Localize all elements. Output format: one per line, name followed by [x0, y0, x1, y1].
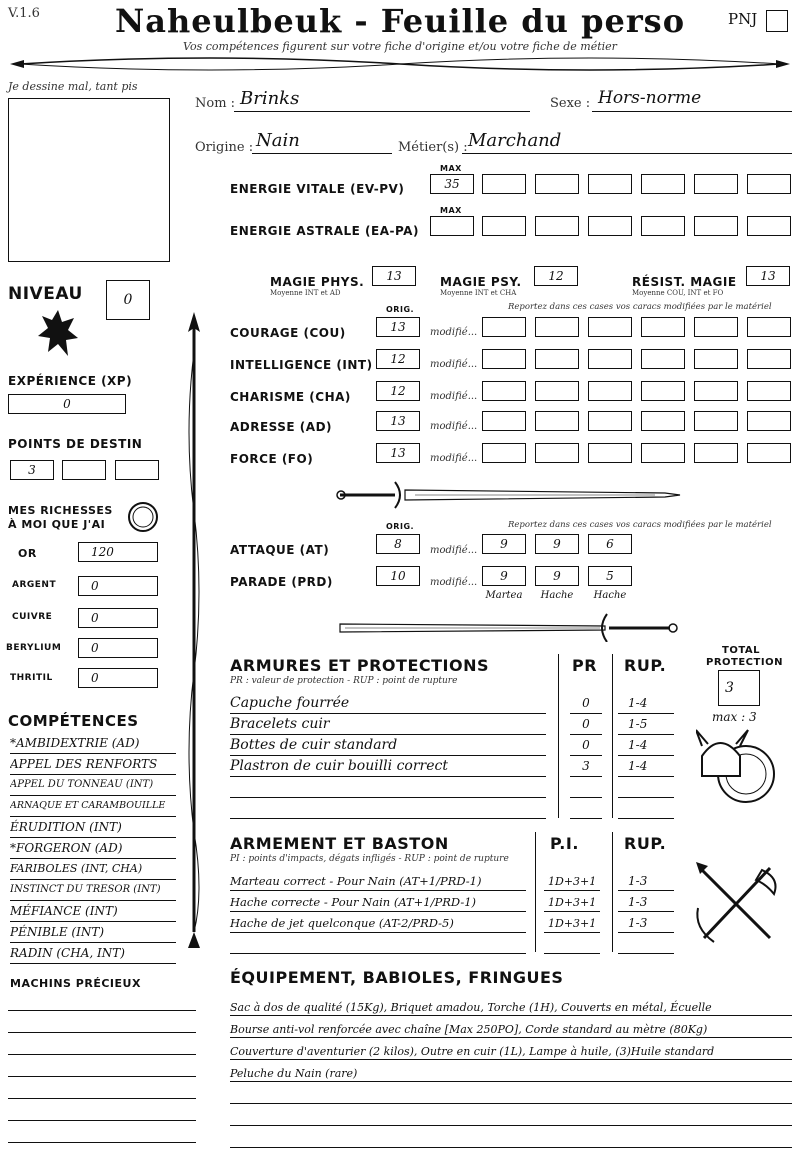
- armure-row[interactable]: [230, 713, 546, 735]
- machins-line[interactable]: [8, 1120, 196, 1121]
- armure-rup[interactable]: [618, 734, 674, 756]
- equipement-text: Peluche du Nain (rare): [230, 1067, 358, 1080]
- machins-line[interactable]: [8, 1054, 196, 1055]
- destin-box[interactable]: [62, 460, 106, 480]
- stats-note: Reportez dans ces cases vos caracs modifiées par le matériel: [508, 302, 772, 312]
- stat-orig-value: 12: [390, 384, 406, 398]
- stat-mod-box[interactable]: [694, 411, 738, 431]
- richesses-label: MES RICHESSES: [8, 504, 113, 517]
- arme-pi[interactable]: [544, 912, 600, 933]
- ev-box[interactable]: [641, 174, 685, 194]
- armure-row[interactable]: [230, 755, 546, 777]
- mod-caption: Hache: [593, 590, 627, 601]
- ev-box[interactable]: [535, 174, 579, 194]
- stat-mod-box[interactable]: [588, 411, 632, 431]
- total-label: TOTAL: [722, 645, 760, 656]
- metier-field[interactable]: [462, 130, 792, 154]
- drawing-caption: Je dessine mal, tant pis: [8, 80, 138, 93]
- competence-item[interactable]: APPEL DU TONNEAU (INT): [10, 775, 176, 796]
- stat-label: INTELLIGENCE (INT): [230, 358, 373, 372]
- total-protection-value: 3: [725, 680, 734, 696]
- destin-label: POINTS DE DESTIN: [8, 437, 143, 451]
- pi-header: P.I.: [550, 834, 579, 853]
- pr-header: PR: [572, 656, 598, 675]
- stat-mod-box[interactable]: [482, 317, 526, 337]
- page-subtitle: Vos compétences figurent sur votre fiche d'origine et/ou votre fiche de métier: [183, 40, 617, 53]
- stat-mod-box[interactable]: [482, 381, 526, 401]
- money-box[interactable]: [78, 638, 158, 658]
- dragon-icon: [34, 306, 82, 362]
- modif-label: modifié...: [430, 577, 478, 588]
- stat-orig-value: 13: [390, 446, 406, 460]
- stat-mod-box[interactable]: [747, 381, 791, 401]
- xp-label: EXPÉRIENCE (XP): [8, 374, 133, 388]
- stat-mod-box[interactable]: [641, 349, 685, 369]
- stat-mod-box[interactable]: [747, 317, 791, 337]
- armure-pr[interactable]: [570, 776, 602, 798]
- destin-box[interactable]: [10, 460, 54, 480]
- competences-label: COMPÉTENCES: [8, 712, 139, 730]
- competence-item[interactable]: APPEL DES RENFORTS: [10, 754, 176, 775]
- ev-label: ENERGIE VITALE (EV-PV): [230, 182, 405, 196]
- stat-orig-value: 13: [390, 414, 406, 428]
- money-value: 0: [91, 671, 99, 685]
- stat-mod-box[interactable]: [641, 317, 685, 337]
- richesses-label-2: À MOI QUE J'AI: [8, 518, 106, 531]
- arme-pi[interactable]: [544, 870, 600, 891]
- equipement-line[interactable]: [230, 1106, 792, 1126]
- ev-box[interactable]: [747, 174, 791, 194]
- sword-icon: [335, 480, 685, 510]
- armure-row[interactable]: [230, 692, 546, 714]
- sexe-field[interactable]: [592, 88, 792, 112]
- magie-psy-value: 12: [548, 269, 564, 283]
- equipement-line[interactable]: [230, 1084, 792, 1104]
- resist-magie-value: 13: [760, 269, 776, 283]
- sexe-label: Sexe :: [550, 96, 591, 111]
- arme-rup-value: 1-3: [628, 874, 648, 888]
- stat-mod-box[interactable]: [482, 349, 526, 369]
- nom-label: Nom :: [195, 96, 236, 111]
- competence-item[interactable]: *AMBIDEXTRIE (AD): [10, 733, 176, 754]
- armement-sub: PI : points d'impacts, dégats infligés - RUP : point de rupture: [230, 854, 509, 864]
- armure-pr[interactable]: [570, 797, 602, 819]
- competence-item[interactable]: PÉNIBLE (INT): [10, 922, 176, 943]
- money-value: 0: [91, 579, 99, 593]
- portrait-box[interactable]: [8, 98, 170, 262]
- max-note: max : 3: [712, 710, 757, 724]
- stat-label: FORCE (FO): [230, 452, 314, 466]
- arme-row[interactable]: [230, 912, 526, 933]
- magie-psy-label: MAGIE PSY.: [440, 275, 522, 289]
- armures-sub: PR : valeur de protection - RUP : point de rupture: [230, 676, 458, 686]
- armure-row[interactable]: [230, 797, 546, 819]
- stat-mod-box[interactable]: [694, 443, 738, 463]
- parade-orig-box[interactable]: [376, 566, 420, 586]
- column-divider: [612, 654, 613, 818]
- ea-box[interactable]: [641, 216, 685, 236]
- parade-mod-value: 9: [500, 569, 508, 583]
- money-label: CUIVRE: [12, 612, 53, 622]
- total-label-2: PROTECTION: [706, 657, 783, 668]
- stat-mod-box[interactable]: [482, 443, 526, 463]
- sexe-value: Hors-norme: [598, 88, 702, 108]
- magie-psy-sub: Moyenne INT et CHA: [440, 289, 517, 297]
- parade-mod-box[interactable]: [482, 566, 526, 586]
- machins-line[interactable]: [8, 1032, 196, 1033]
- spear-icon: [182, 312, 206, 952]
- armure-rup[interactable]: [618, 713, 674, 735]
- stat-mod-box[interactable]: [747, 411, 791, 431]
- resist-magie-label: RÉSIST. MAGIE: [632, 275, 737, 289]
- parade-mod-value: 5: [606, 569, 614, 583]
- equipement-title: ÉQUIPEMENT, BABIOLES, FRINGUES: [230, 968, 564, 987]
- magie-phys-value: 13: [386, 269, 402, 283]
- modif-label: modifié...: [430, 391, 478, 402]
- ev-max-label: MAX: [440, 164, 462, 173]
- machins-line[interactable]: [8, 1010, 196, 1011]
- attaque-label: ATTAQUE (AT): [230, 543, 330, 557]
- arme-pi-value: 1D+3+1: [548, 917, 597, 930]
- arme-row[interactable]: [230, 933, 526, 954]
- armure-rup-value: 1-5: [628, 717, 648, 731]
- armure-rup-value: 1-4: [628, 738, 648, 752]
- armure-rup-value: 1-4: [628, 696, 648, 710]
- armure-pr[interactable]: [570, 692, 602, 714]
- machins-line[interactable]: [8, 1076, 196, 1077]
- combat-orig-label: ORIG.: [386, 522, 415, 531]
- arme-rup-value: 1-3: [628, 895, 648, 909]
- armure-rup[interactable]: [618, 797, 674, 819]
- parade-mod-value: 9: [553, 569, 561, 583]
- mod-caption: Martea: [485, 590, 523, 601]
- stat-mod-box[interactable]: [641, 411, 685, 431]
- arme-pi-value: 1D+3+1: [548, 875, 597, 888]
- xp-value: 0: [63, 397, 71, 411]
- armure-rup[interactable]: [618, 692, 674, 714]
- modif-label: modifié...: [430, 421, 478, 432]
- column-divider: [558, 654, 559, 818]
- arme-row[interactable]: [230, 870, 526, 891]
- page-title: Naheulbeuk - Feuille du perso: [114, 2, 686, 40]
- arme-pi[interactable]: [544, 891, 600, 912]
- stat-mod-box[interactable]: [694, 317, 738, 337]
- modif-label: modifié...: [430, 327, 478, 338]
- xp-box[interactable]: [8, 394, 126, 414]
- stat-orig-box[interactable]: [376, 381, 420, 401]
- ornament-divider: [10, 52, 790, 76]
- armure-name: Bottes de cuir standard: [230, 737, 398, 753]
- money-box[interactable]: [78, 608, 158, 628]
- arme-name: Hache correcte - Pour Nain (AT+1/PRD-1): [230, 895, 477, 909]
- armure-pr-value: 3: [582, 758, 590, 773]
- metier-value: Marchand: [468, 130, 562, 151]
- armure-pr-value: 0: [582, 716, 590, 731]
- stat-orig-value: 13: [390, 320, 406, 334]
- ea-max-label: MAX: [440, 206, 462, 215]
- stat-mod-box[interactable]: [482, 411, 526, 431]
- metier-label: Métier(s) :: [398, 140, 468, 155]
- ea-box[interactable]: [747, 216, 791, 236]
- armure-pr-value: 0: [582, 695, 590, 710]
- pnj-checkbox[interactable]: [766, 10, 788, 32]
- money-value: 0: [91, 641, 99, 655]
- money-value: 120: [91, 545, 114, 559]
- magie-phys-sub: Moyenne INT et AD: [270, 289, 341, 297]
- origine-field[interactable]: [252, 130, 392, 154]
- stat-orig-box[interactable]: [376, 349, 420, 369]
- stat-mod-box[interactable]: [694, 381, 738, 401]
- column-divider: [535, 832, 536, 952]
- stat-mod-box[interactable]: [588, 443, 632, 463]
- arme-row[interactable]: [230, 891, 526, 912]
- modif-label: modifié...: [430, 453, 478, 464]
- coin-icon: [126, 500, 160, 534]
- competence-item[interactable]: MÉFIANCE (INT): [10, 901, 176, 922]
- pnj-label: PNJ: [728, 10, 758, 28]
- stat-mod-box[interactable]: [535, 317, 579, 337]
- arme-rup[interactable]: [618, 933, 674, 954]
- helmet-shield-icon: [696, 726, 778, 808]
- stat-mod-box[interactable]: [694, 349, 738, 369]
- money-box[interactable]: [78, 542, 158, 562]
- parade-mod-box[interactable]: [588, 566, 632, 586]
- stat-mod-box[interactable]: [588, 317, 632, 337]
- competence-item[interactable]: *FORGERON (AD): [10, 838, 176, 859]
- attaque-mod-value: 6: [606, 537, 614, 551]
- arme-rup[interactable]: [618, 870, 674, 891]
- rup-header: RUP.: [624, 834, 667, 853]
- ea-box[interactable]: [588, 216, 632, 236]
- stat-orig-value: 12: [390, 352, 406, 366]
- arme-pi[interactable]: [544, 933, 600, 954]
- ev-max-box[interactable]: [430, 174, 474, 194]
- modif-label: modifié...: [430, 359, 478, 370]
- ev-max-value: 35: [444, 177, 460, 191]
- stats-orig-label: ORIG.: [386, 305, 415, 314]
- parade-orig-value: 10: [390, 569, 406, 583]
- arme-rup[interactable]: [618, 912, 674, 933]
- destin-value: 3: [28, 463, 36, 477]
- attaque-mod-box[interactable]: [588, 534, 632, 554]
- niveau-box[interactable]: [106, 280, 150, 320]
- money-label: BERYLIUM: [6, 643, 62, 653]
- rup-header: RUP.: [624, 656, 667, 675]
- stat-mod-box[interactable]: [535, 411, 579, 431]
- stat-mod-box[interactable]: [641, 381, 685, 401]
- equipement-line[interactable]: [230, 1062, 792, 1082]
- equipement-line[interactable]: [230, 1040, 792, 1060]
- magie-phys-label: MAGIE PHYS.: [270, 275, 365, 289]
- resist-magie-box[interactable]: [746, 266, 790, 286]
- stat-mod-box[interactable]: [641, 443, 685, 463]
- total-protection-box[interactable]: [718, 670, 760, 706]
- money-box[interactable]: [78, 668, 158, 688]
- version-label: V.1.6: [8, 6, 40, 21]
- column-divider: [612, 832, 613, 952]
- competence-item[interactable]: FARIBOLES (INT, CHA): [10, 859, 176, 880]
- equipement-text: Bourse anti-vol renforcée avec chaîne [Max 250PO], Corde standard au mètre (80Kg): [230, 1023, 708, 1036]
- stat-label: CHARISME (CHA): [230, 390, 351, 404]
- armure-rup[interactable]: [618, 776, 674, 798]
- ev-box[interactable]: [482, 174, 526, 194]
- modif-label: modifié...: [430, 545, 478, 556]
- stat-mod-box[interactable]: [588, 381, 632, 401]
- armure-pr-value: 0: [582, 737, 590, 752]
- armure-rup-value: 1-4: [628, 759, 648, 773]
- armure-row[interactable]: [230, 734, 546, 756]
- competence-item[interactable]: INSTINCT DU TRESOR (INT): [10, 880, 176, 901]
- magie-psy-box[interactable]: [534, 266, 578, 286]
- attaque-mod-value: 9: [500, 537, 508, 551]
- arme-rup-value: 1-3: [628, 916, 648, 930]
- ev-box[interactable]: [694, 174, 738, 194]
- money-label: ARGENT: [12, 580, 57, 590]
- resist-magie-sub: Moyenne COU, INT et FO: [632, 289, 724, 297]
- mod-caption: Hache: [540, 590, 574, 601]
- stat-mod-box[interactable]: [535, 381, 579, 401]
- machins-line[interactable]: [8, 1142, 196, 1143]
- stat-orig-box[interactable]: [376, 443, 420, 463]
- stat-label: COURAGE (COU): [230, 326, 346, 340]
- arme-name: Hache de jet quelconque (AT-2/PRD-5): [230, 916, 454, 930]
- stat-orig-box[interactable]: [376, 411, 420, 431]
- armure-pr[interactable]: [570, 734, 602, 756]
- origine-label: Origine :: [195, 140, 254, 155]
- armure-pr[interactable]: [570, 755, 602, 777]
- origine-value: Nain: [256, 130, 300, 151]
- competence-item[interactable]: ARNAQUE ET CARAMBOUILLE: [10, 796, 176, 817]
- armures-title: ARMURES ET PROTECTIONS: [230, 656, 489, 675]
- equipement-line[interactable]: [230, 1128, 792, 1148]
- stat-orig-box[interactable]: [376, 317, 420, 337]
- armure-name: Bracelets cuir: [230, 716, 330, 732]
- armure-pr[interactable]: [570, 713, 602, 735]
- attaque-mod-value: 9: [553, 537, 561, 551]
- equipement-line[interactable]: [230, 996, 792, 1016]
- money-label: OR: [18, 547, 37, 560]
- attaque-mod-box[interactable]: [482, 534, 526, 554]
- niveau-value: 0: [123, 292, 133, 308]
- stat-mod-box[interactable]: [535, 443, 579, 463]
- attaque-mod-box[interactable]: [535, 534, 579, 554]
- attaque-orig-box[interactable]: [376, 534, 420, 554]
- ea-box[interactable]: [535, 216, 579, 236]
- ea-box[interactable]: [694, 216, 738, 236]
- magie-phys-box[interactable]: [372, 266, 416, 286]
- stat-mod-box[interactable]: [747, 349, 791, 369]
- armure-row[interactable]: [230, 776, 546, 798]
- parade-mod-box[interactable]: [535, 566, 579, 586]
- weapons-icon: [690, 858, 786, 948]
- armement-title: ARMEMENT ET BASTON: [230, 834, 449, 853]
- machins-line[interactable]: [8, 1098, 196, 1099]
- nom-value: Brinks: [240, 88, 300, 109]
- parade-label: PARADE (PRD): [230, 575, 333, 589]
- stat-mod-box[interactable]: [747, 443, 791, 463]
- money-box[interactable]: [78, 576, 158, 596]
- nom-field[interactable]: [234, 88, 530, 112]
- stat-mod-box[interactable]: [535, 349, 579, 369]
- money-label: THRITIL: [10, 673, 53, 683]
- competence-item[interactable]: ÉRUDITION (INT): [10, 817, 176, 838]
- equipement-text: Couverture d'aventurier (2 kilos), Outre en cuir (1L), Lampe à huile, (3)Huile standard: [230, 1045, 715, 1058]
- armure-name: Capuche fourrée: [230, 695, 350, 711]
- ea-box[interactable]: [482, 216, 526, 236]
- attaque-orig-value: 8: [394, 537, 402, 551]
- arme-pi-value: 1D+3+1: [548, 896, 597, 909]
- competence-item[interactable]: RADIN (CHA, INT): [10, 943, 176, 964]
- machins-label: MACHINS PRÉCIEUX: [10, 977, 141, 990]
- destin-box[interactable]: [115, 460, 159, 480]
- equipement-text: Sac à dos de qualité (15Kg), Briquet amadou, Torche (1H), Couverts en métal, Écuelle: [230, 1001, 712, 1014]
- money-value: 0: [91, 611, 99, 625]
- equipement-line[interactable]: [230, 1018, 792, 1038]
- ea-label: ENERGIE ASTRALE (EA-PA): [230, 224, 419, 238]
- armure-name: Plastron de cuir bouilli correct: [230, 758, 448, 774]
- niveau-label: NIVEAU: [8, 284, 83, 304]
- arme-name: Marteau correct - Pour Nain (AT+1/PRD-1): [230, 874, 482, 888]
- ev-box[interactable]: [588, 174, 632, 194]
- arme-rup[interactable]: [618, 891, 674, 912]
- armure-rup[interactable]: [618, 755, 674, 777]
- stat-mod-box[interactable]: [588, 349, 632, 369]
- stat-label: ADRESSE (AD): [230, 420, 333, 434]
- sword-icon: [335, 612, 685, 642]
- ea-max-box[interactable]: [430, 216, 474, 236]
- combat-note: Reportez dans ces cases vos caracs modifiées par le matériel: [508, 520, 772, 530]
